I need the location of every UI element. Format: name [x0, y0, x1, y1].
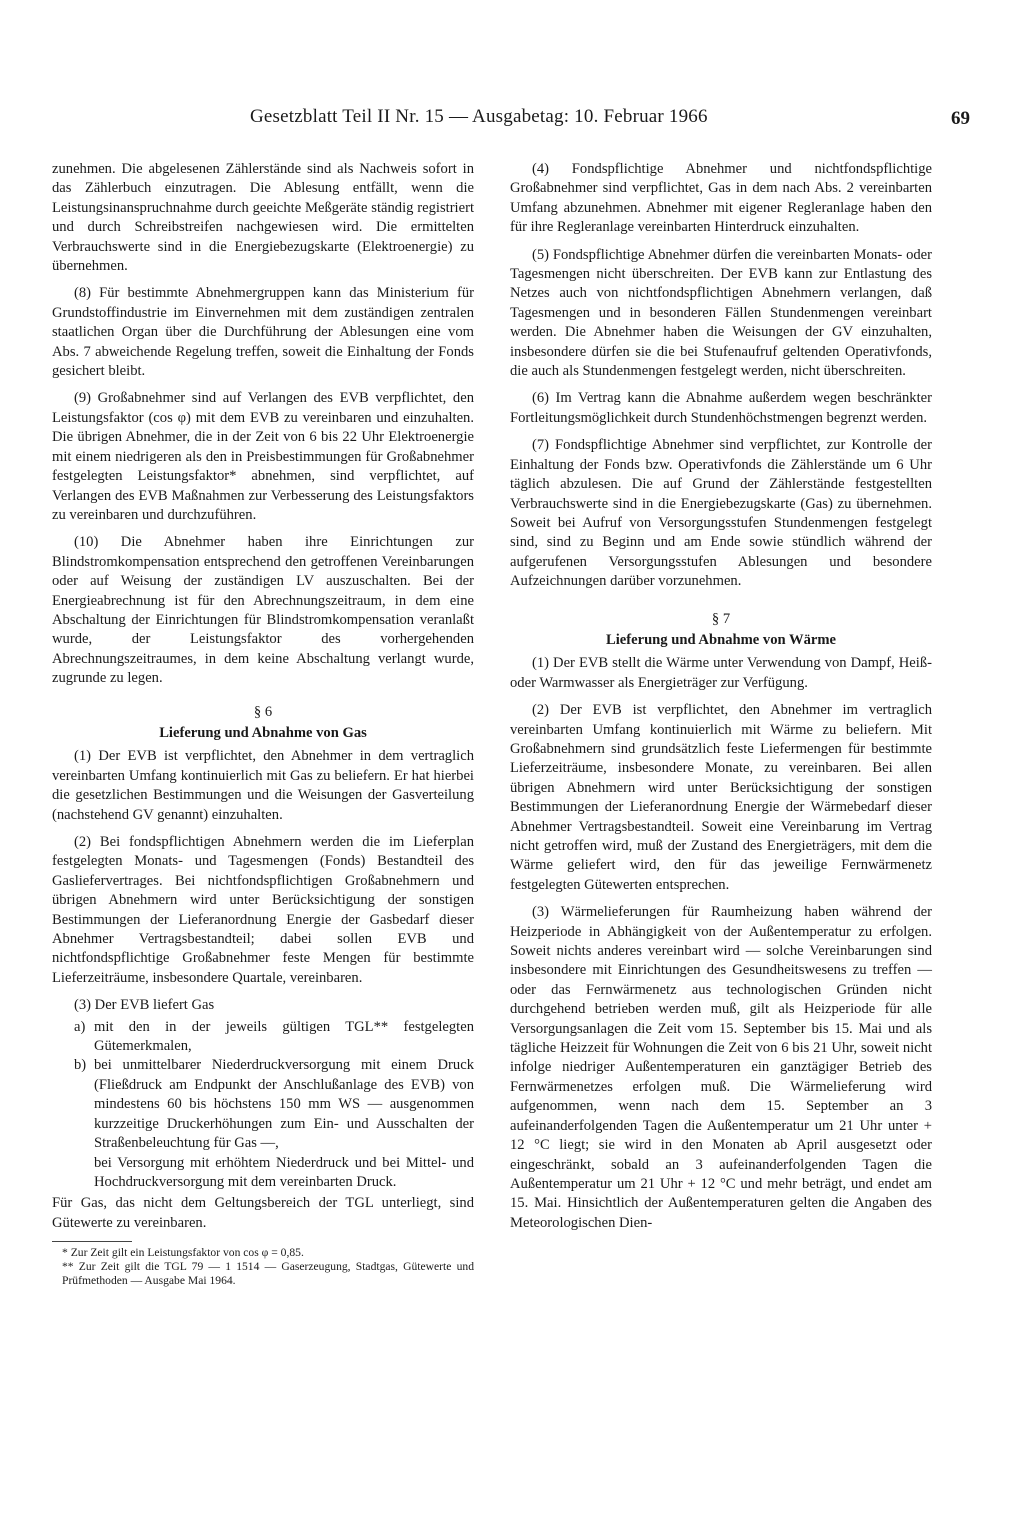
- list-text-a: mit den in der jeweils gültigen TGL** festgelegten Gütemerkmalen,: [94, 1018, 474, 1055]
- section-6-paragraph-3: (3) Der EVB liefert Gas: [74, 997, 215, 1014]
- paragraph-continuation: zunehmen. Die abgelesenen Zählerstände sind als Nachweis sofort in das Zählerbuch einzutragen. Die Ablesung entfällt, wenn die Leistungsinanspruchnahme durch geeichte Meßgeräte ständig registriert und durch Schreibstreifen nachgewiesen wird. Die ermittelten Verbrauchswerte sind in die Energiebezugskarte (Elektroenergie) zu übernehmen.: [52, 161, 474, 275]
- list-text-b-continued: bei Versorgung mit erhöhtem Niederdruck und bei Mittel- und Hochdruckversorgung mit dem vereinbarten Druck.: [94, 1154, 474, 1190]
- list-text-b: bei unmittelbarer Niederdruckversorgung mit einem Druck (Fließdruck am Endpunkt der Anschlußanlage des EVB) von mindestens 60 bis höchstens 150 mm WS — ausgenommen kurzzeitige Druckerhöhungen zum Ein- und Ausschalten der Straßenbeleuchtung für Gas —,: [94, 1057, 474, 1152]
- right-column: [510, 160, 932, 1241]
- paragraph-10: (10) Die Abnehmer haben ihre Einrichtungen zur Blindstromkompensation entsprechend den getroffenen Vereinbarungen oder auf Weisung der zuständigen LV auszuschalten. Bei der Energieabrechnung ist für den Abrechnungszeitraum, in dem eine Abschaltung der Einrichtungen für Blindstromkompensation veranlaßt wurde, der Leistungsfaktor des vorhergehenden Abrechnungszeitraumes, in dem keine Abschaltung verlangt wurde, zugrunde zu legen.: [52, 534, 474, 687]
- section-7-title: Lieferung und Abnahme von Wärme: [605, 631, 836, 648]
- page-number: 69: [951, 108, 970, 129]
- section-6-paragraph-7: (7) Fondspflichtige Abnehmer sind verpflichtet, zur Kontrolle der Einhaltung der Fonds bzw. Operativfonds die Zählerstände um 6 Uhr täglich abzulesen. Die auf Grund der Zählerstände festgestellten Verbrauchswerte sind in die Energiebezugskarte (Gas) zu übernehmen. Soweit bei Aufruf von Versorgungsstufen Stundenmengen festgelegt sind, sind zu Beginn und am Ende sowie stündlich während der aufgerufenen Versorgungsstufen Ablesungen und besondere Aufzeichnungen darüber vorzunehmen.: [510, 437, 932, 590]
- section-7-paragraph-1: (1) Der EVB stellt die Wärme unter Verwendung von Dampf, Heiß- oder Warmwasser als Energieträger zur Verfügung.: [510, 655, 932, 691]
- section-6-number: § 6: [253, 703, 273, 720]
- footnote-divider: [52, 1241, 132, 1242]
- footnote-1: * Zur Zeit gilt ein Leistungsfaktor von cos φ = 0,85.: [62, 1246, 304, 1260]
- section-6-closing: Für Gas, das nicht dem Geltungsbereich der TGL unterliegt, sind Gütewerte zu vereinbaren.: [52, 1195, 474, 1231]
- footnote-2: ** Zur Zeit gilt die TGL 79 — 1 1514 — Gaserzeugung, Stadtgas, Gütewerte und Prüfmethoden — Ausgabe Mai 1964.: [62, 1260, 474, 1288]
- section-7-paragraph-3: (3) Wärmelieferungen für Raumheizung haben während der Heizperiode in Abhängigkeit von der Außentemperatur zu erfolgen. Soweit nichts anderes vereinbart wird — solche Vereinbarungen sind insbesondere mit Einrichtungen des Gesundheitswesens zu treffen — oder das Fernwärmenetz aus technologischen Gründen nicht durchgehend betrieben werden muß, gilt als Heizperiode für alle Versorgungsanlagen die Zeit vom 15. September bis 15. Mai und als tägliche Heizzeit für Wohnungen die Zeit von 6 bis 21 Uhr, soweit nicht infolge niedriger Außentemperaturen ein ganztägiger Betrieb des Fernwärmenetzes erfolgen muß. Die Wärmelieferung wird aufgenommen, wenn nach dem 15. September an 3 aufeinanderfolgenden Tagen die Außentemperatur um 21 Uhr unter + 12 °C liegt; sie wird in den Monaten ab April ausgesetzt oder eingeschränkt, sobald an 3 aufeinanderfolgenden Tagen die Außentemperatur um 21 Uhr + 12 °C und mehr beträgt, und endet am 15. Mai. Hinsichtlich der Außentemperaturen gelten die Angaben des Meteorologischen Dien-: [510, 904, 932, 1231]
- list-label-b: b): [74, 1057, 87, 1074]
- section-6-paragraph-2: (2) Bei fondspflichtigen Abnehmern werden die im Lieferplan festgelegten Monats- und Tagesmengen (Fonds) Bestandteil des Gasliefervertrages. Bei nichtfondspflichtigen Großabnehmern und übrigen Abnehmern wird unter Berücksichtigung der sonstigen Bestimmungen der Lieferanordnung Energie der Gasbedarf dieser Abnehmer Vertragsbestandteil; dabei sollen EVB und nichtfondspflichtige Großabnehmer feste Mengen für bestimmte Lieferzeiträume, insbesondere Quartale, vereinbaren.: [52, 834, 474, 986]
- list-item-a: [74, 1018, 474, 1057]
- section-6-paragraph-6: (6) Im Vertrag kann die Abnahme außerdem wegen beschränkter Fortleitungsmöglichkeit durch Stundenhöchstmengen begrenzt werden.: [510, 390, 932, 426]
- page-header: [250, 106, 970, 136]
- section-6-paragraph-5: (5) Fondspflichtige Abnehmer dürfen die vereinbarten Monats- oder Tagesmengen nicht überschreiten. Der EVB kann zur Entlastung des Netzes auch von nichtfondspflichtigen Abnehmern verlangen, daß Tagesmengen und in besonderen Fällen Stundenmengen vereinbart werden. Die Abnehmer haben die Weisungen der GV einzuhalten, insbesondere dürfen sie die bei Stufenaufruf geltenden Operativfonds, die auch als Stundenmengen festgelegt werden, nicht überschreiten.: [510, 246, 932, 380]
- paragraph-9: (9) Großabnehmer sind auf Verlangen des EVB verpflichtet, den Leistungsfaktor (cos φ) mit dem EVB zu vereinbaren und einzuhalten. Die übrigen Abnehmer, die in der Zeit von 6 bis 22 Uhr Elektroenergie mit einem niedrigeren als den in Preisbestimmungen für Großabnehmer festgelegten Leistungsfaktor* abnehmen, sind verpflichtet, auf Verlangen des EVB Maßnahmen zur Verbesserung des Leistungsfaktors zu vereinbaren und durchzuführen.: [52, 390, 474, 523]
- section-6-paragraph-4: (4) Fondspflichtige Abnehmer und nichtfondspflichtige Großabnehmer sind verpflichtet, Gas in dem nach Abs. 2 vereinbarten Umfang abzunehmen. Abnehmer mit eigener Regleranlage haben den für ihre Regleranlage vereinbarten Hinterdruck einzuhalten.: [510, 161, 932, 236]
- section-7-paragraph-2: (2) Der EVB ist verpflichtet, den Abnehmer im vertraglich vereinbarten Umfang kontinuierlich mit Wärme zu beliefern. Mit Großabnehmern sind grundsätzlich feste Liefermengen für bestimmte Lieferzeiträume, insbesondere Monate, zu vereinbaren. Bei allen übrigen Abnehmern wird unter Berücksichtigung der sonstigen Bestimmungen der Lieferanordnung Energie der Wärmebedarf dieser Abnehmer Vertragsbestandteil. Soweit eine Vereinbarung im Vertrag nicht getroffen wird, muß der Zustand des Energieträgers, mit dem die Wärme geliefert wird, den für das jeweilige Fernwärmenetz festgelegten Gütewerten entsprechen.: [510, 702, 932, 893]
- paragraph-8: (8) Für bestimmte Abnehmergruppen kann das Ministerium für Grundstoffindustrie im Einvernehmen mit dem zuständigen zentralen staatlichen Organ über die Durchführung der Ablesungen eine vom Abs. 7 abweichende Regelung treffen, soweit die Einhaltung der Fonds gesichert bleibt.: [52, 285, 474, 380]
- header-title: Gesetzblatt Teil II Nr. 15 — Ausgabetag: 10. Februar 1966: [250, 106, 708, 127]
- list-item-b: [74, 1056, 474, 1153]
- left-column: [52, 160, 474, 1288]
- section-6-paragraph-1: (1) Der EVB ist verpflichtet, den Abnehmer in dem vertraglich vereinbarten Umfang kontinuierlich mit Gas zu beliefern. Er hat hierbei die gesetzlichen Bestimmungen und die Weisungen der Gasverteilung (nachstehend GV genannt) einzuhalten.: [52, 748, 474, 823]
- section-7-number: § 7: [711, 610, 731, 627]
- list-label-a: a): [74, 1018, 86, 1035]
- section-6-title: Lieferung und Abnahme von Gas: [159, 724, 367, 741]
